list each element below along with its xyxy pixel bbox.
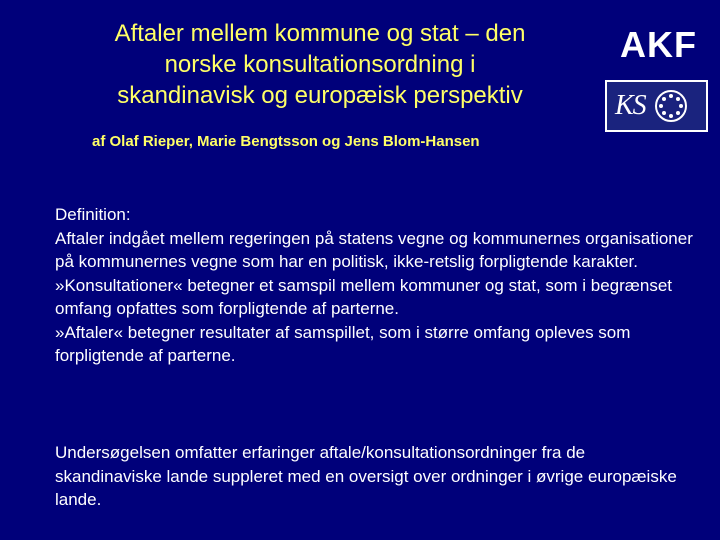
title-line-2: norske konsultationsordning i [164,51,476,78]
akf-logo: AKF [620,24,697,65]
authors-line: af Olaf Rieper, Marie Bengtsson og Jens Blom-Hansen [92,133,480,150]
ks-logo-text: KS [615,90,646,121]
ks-logo [605,80,708,132]
summary-block [55,441,695,512]
definition-paragraph-1: Aftaler indgået mellem regeringen på statens vegne og kommunernes organisationer på kommunernes vegne som har en politisk, ikke-retslig forpligtende karakter. [55,228,693,271]
title-line-1: Aftaler mellem kommune og stat – den [114,20,526,47]
definition-paragraph-2: »Konsultationer« betegner et samspil mellem kommuner og stat, som i begrænset omfang opfattes som forpligtende af parterne. [55,275,673,318]
definition-paragraph-3: »Aftaler« betegner resultater af samspillet, som i større omfang opleves som forpligtende af parterne. [55,322,631,365]
star-ring-icon [654,89,688,123]
summary-paragraph: Undersøgelsen omfatter erfaringer aftale/konsultationsordninger fra de skandinaviske lande suppleret med en oversigt over ordninger i øvrige europæiske lande. [55,443,677,509]
slide-title [40,18,600,111]
definition-heading: Definition: [55,205,131,224]
definition-block [55,203,695,368]
title-line-3: skandinavisk og europæisk perspektiv [117,82,523,109]
